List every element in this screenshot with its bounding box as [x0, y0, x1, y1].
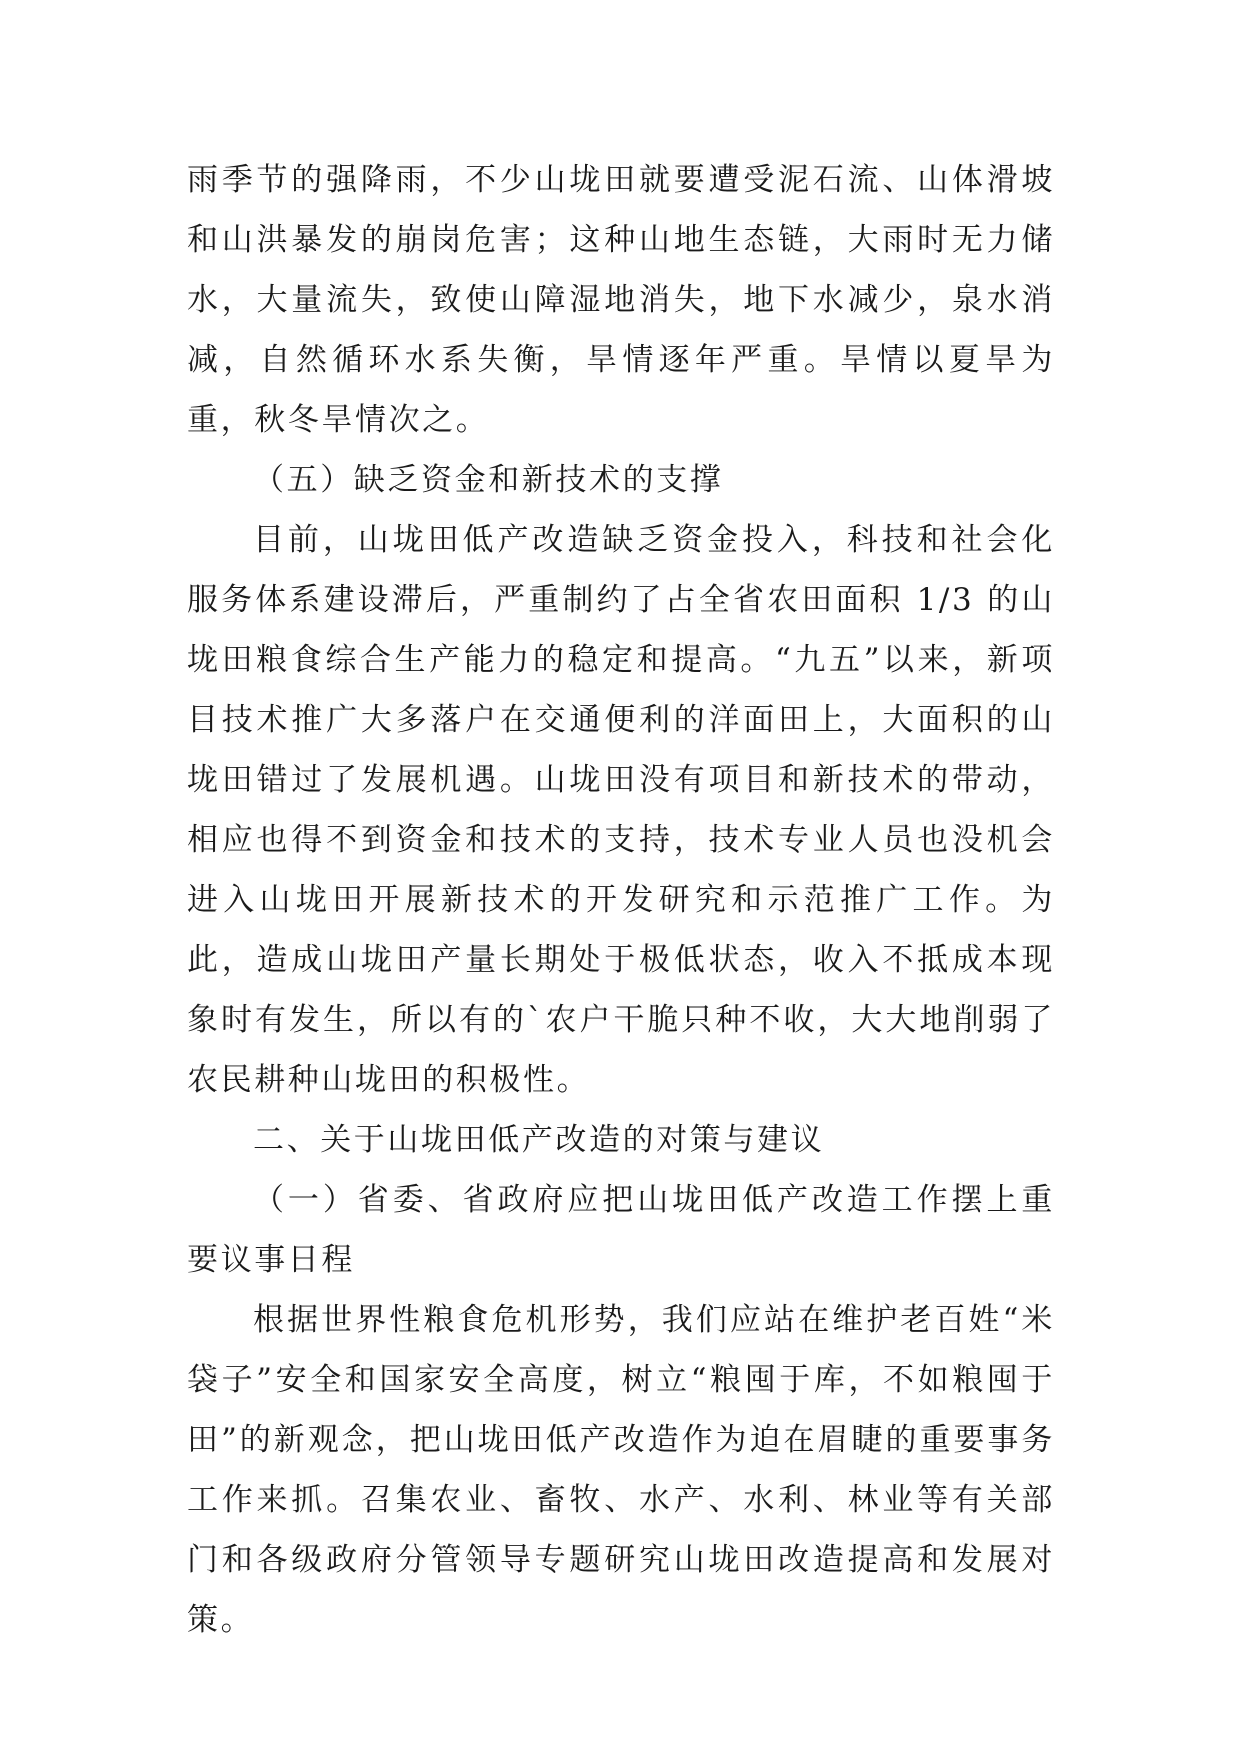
- heading-section-two: 二、关于山垅田低产改造的对策与建议: [253, 1122, 825, 1158]
- paragraph-lack-of-funds: 目前，山垅田低产改造缺乏资金投入，科技和社会化服务体系建设滞后，严重制约了占全省农田面积 1/3 的山垅田粮食综合生产能力的稳定和提高。“九五”以来，新项目技术推广大多落户在交通便利的洋面田上，大面积的山垅田错过了发展机遇。山垅田没有项目和新技术的带动，相应也得不到资金和技术的支持，技术专业人员也没机会进入山垅田开展新技术的开发研究和示范推广工作。为此，造成山垅田产量长期处于极低状态，收入不抵成本现象时有发生，所以有的`农户干脆只种不收，大大地削弱了农民耕种山垅田的积极性。: [187, 522, 1055, 1098]
- paragraph-food-security: 根据世界性粮食危机形势，我们应站在维护老百姓“米袋子”安全和国家安全高度，树立“粮囤于库，不如粮囤于田”的新观念，把山垅田低产改造作为迫在眉睫的重要事务工作来抓。召集农业、畜牧、水产、水利、林业等有关部门和各级政府分管领导专题研究山垅田改造提高和发展对策。: [187, 1302, 1055, 1638]
- heading-subsection-one: （一）省委、省政府应把山垅田低产改造工作摆上重要议事日程: [187, 1182, 1055, 1278]
- heading-lack-of-funds: （五）缺乏资金和新技术的支撑: [253, 462, 724, 498]
- paragraph-drought-continuation: 雨季节的强降雨，不少山垅田就要遭受泥石流、山体滑坡和山洪暴发的崩岗危害；这种山地生态链，大雨时无力储水，大量流失，致使山障湿地消失，地下水减少，泉水消减，自然循环水系失衡，旱情逐年严重。旱情以夏旱为重，秋冬旱情次之。: [187, 162, 1055, 438]
- document-body: [187, 150, 1055, 1650]
